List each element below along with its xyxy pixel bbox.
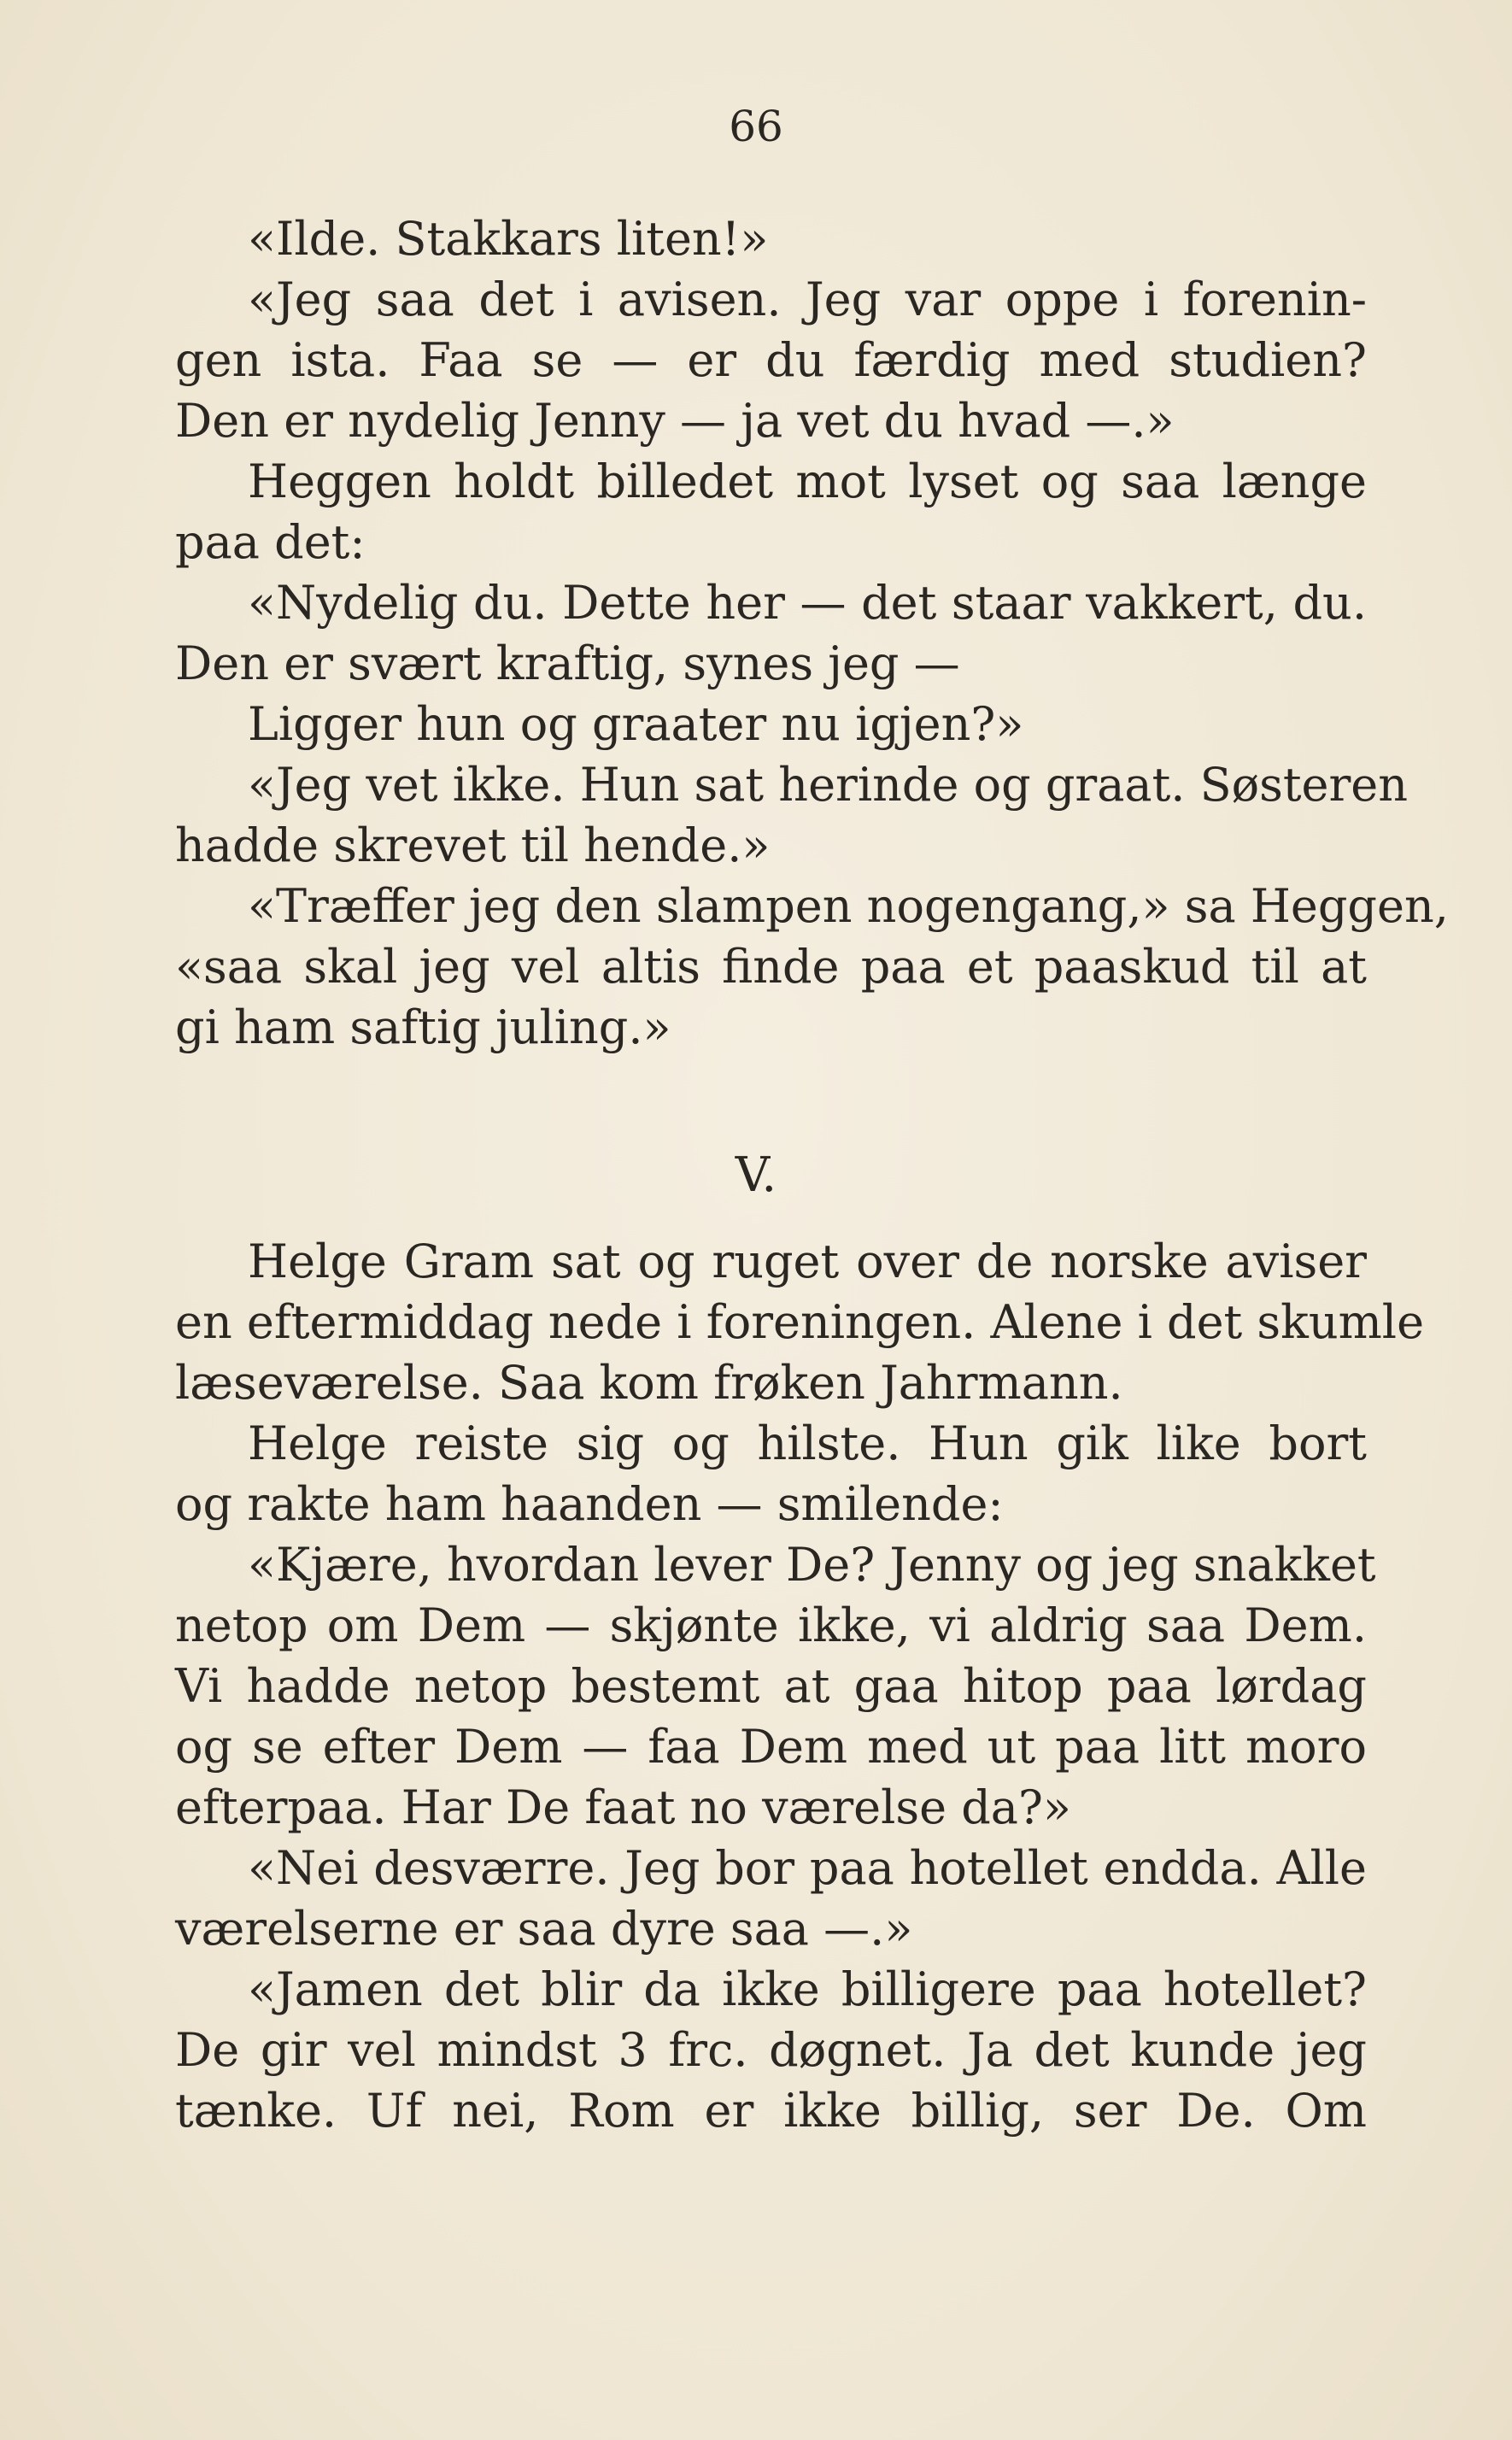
text-line: Ligger hun og graater nu igjen?» [248, 697, 1024, 751]
text-line: paa det: [175, 515, 366, 569]
text-line: «Nydelig du. Dette her — det staar vakkert, du. [248, 576, 1367, 630]
text-line: «Kjære, hvordan lever De? Jenny og jeg snakket [248, 1538, 1376, 1592]
text-line: «saa skal jeg vel altis finde paa et paaskud til at [175, 940, 1367, 994]
page-number: 66 [729, 102, 783, 151]
text-line: netop om Dem — skjønte ikke, vi aldrig saa Dem. [175, 1598, 1367, 1652]
text-line: «Træffer jeg den slampen nogengang,» sa Heggen, [248, 879, 1449, 933]
text-line: De gir vel mindst 3 frc. døgnet. Ja det kunde jeg [175, 2023, 1367, 2077]
text-line: Helge Gram sat og ruget over de norske aviser [248, 1235, 1367, 1288]
text-line: Den er svært kraftig, synes jeg — [175, 636, 960, 690]
text-line: Heggen holdt billedet mot lyset og saa længe [248, 455, 1367, 508]
text-line: Helge reiste sig og hilste. Hun gik like bort [248, 1416, 1367, 1470]
text-line: «Ilde. Stakkars liten!» [248, 212, 769, 266]
text-line: Den er nydelig Jenny — ja vet du hvad —.» [175, 394, 1175, 448]
text-line: værelserne er saa dyre saa —.» [175, 1902, 913, 1956]
text-line: gi ham saftig juling.» [175, 1000, 671, 1054]
text-line: læseværelse. Saa kom frøken Jahrmann. [175, 1356, 1123, 1410]
text-line: tænke. Uf nei, Rom er ikke billig, ser De. Om [175, 2084, 1367, 2138]
text-line: og se efter Dem — faa Dem med ut paa litt moro [175, 1720, 1367, 1774]
text-line: «Nei desværre. Jeg bor paa hotellet endda. Alle [248, 1841, 1367, 1895]
text-line: en eftermiddag nede i foreningen. Alene i det skumle [175, 1295, 1425, 1349]
section-heading: V. [735, 1147, 777, 1203]
text-line: Vi hadde netop bestemt at gaa hitop paa lørdag [175, 1659, 1367, 1713]
text-line: «Jamen det blir da ikke billigere paa hotellet? [248, 1962, 1367, 2016]
text-line: gen ista. Faa se — er du færdig med studien? [175, 333, 1367, 387]
text-line: og rakte ham haanden — smilende: [175, 1477, 1004, 1531]
text-line: «Jeg saa det i avisen. Jeg var oppe i forenin- [248, 273, 1367, 326]
text-line: «Jeg vet ikke. Hun sat herinde og graat. Søsteren [248, 758, 1409, 812]
text-line: efterpaa. Har De faat no værelse da?» [175, 1780, 1071, 1834]
text-line: hadde skrevet til hende.» [175, 818, 771, 872]
